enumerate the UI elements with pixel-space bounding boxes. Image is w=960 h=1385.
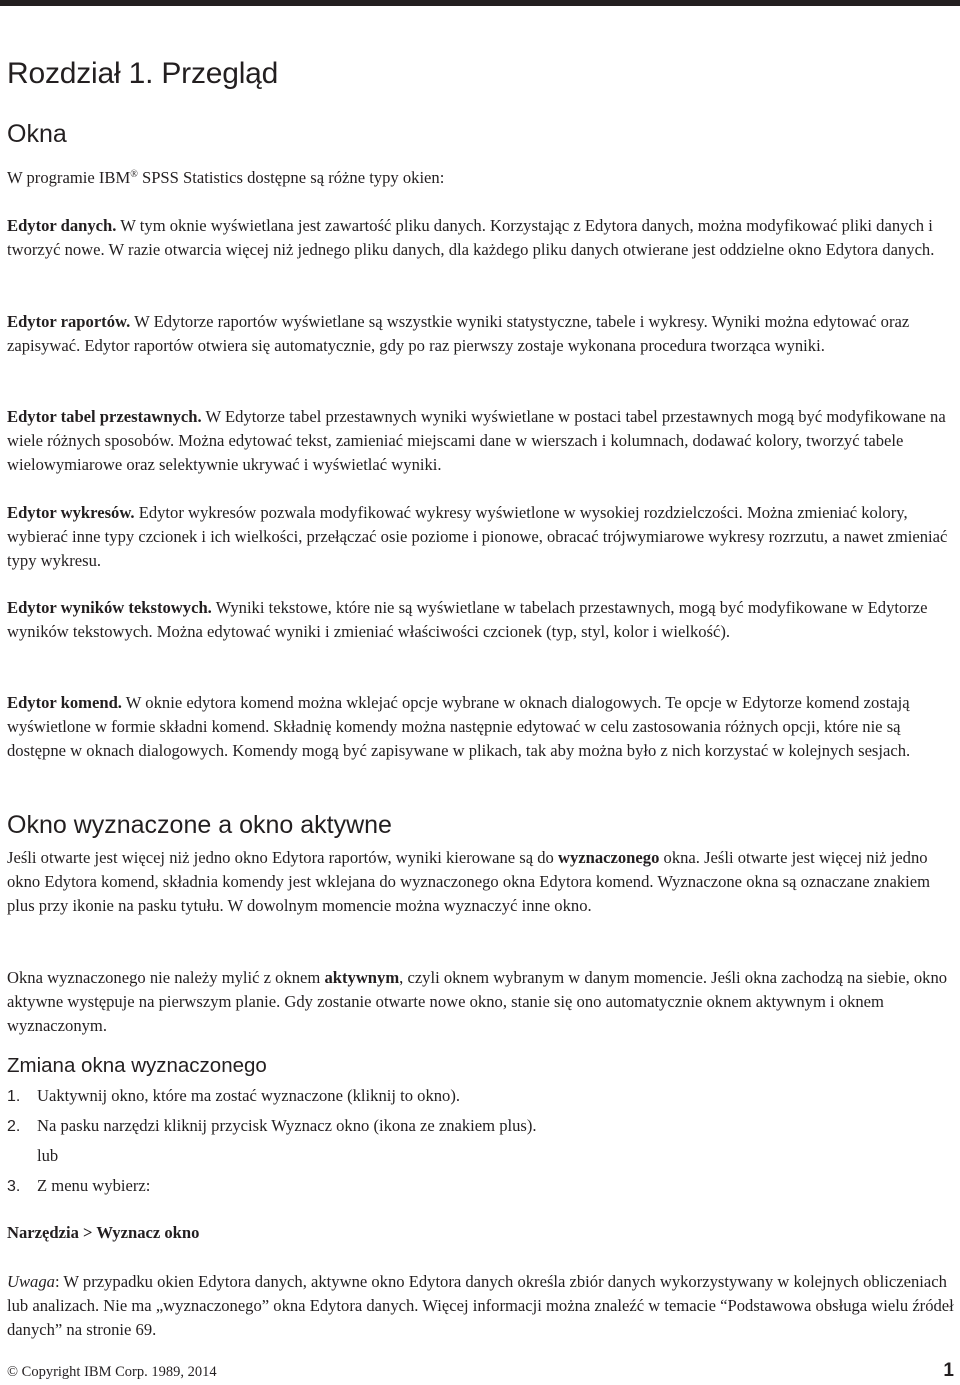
step-1-number: 1. xyxy=(7,1088,21,1105)
designated-bold: wyznaczonego xyxy=(557,848,660,867)
page-number: 1 xyxy=(943,1360,954,1381)
or-text: lub xyxy=(37,1146,59,1165)
desc-chart-editor: Edytor wykresów pozwala modyfikować wykresy wyświetlone w wysokiej rozdzielczości. Można zmieniać kolory, wybierać inne typy czcionek i ich wielkości, przełączać osie poziome i pionowe, obracać trójwymiarowe wykresy rozrzutu, a nawet zmieniać typy wykresu. xyxy=(7,503,948,570)
item-text-output-editor xyxy=(7,596,955,644)
step-3-text: Z menu wybierz: xyxy=(37,1176,151,1195)
active-text-a: Okna wyznaczonego nie należy mylić z oknem xyxy=(7,968,325,987)
term-syntax-editor: Edytor komend. xyxy=(7,693,122,712)
desc-data-editor: W tym oknie wyświetlana jest zawartość pliku danych. Korzystając z Edytora danych, można modyfikować pliki danych i tworzyć nowe. W razie otwarcia więcej niż jednego pliku danych, dla każdego pliku danych otwierane jest oddzielne okno Edytora danych. xyxy=(7,216,935,259)
note-paragraph xyxy=(7,1270,955,1342)
desc-pivot-editor: W Edytorze tabel przestawnych wyniki wyświetlane w postaci tabel przestawnych mogą być modyfikowane na wiele różnych sposobów. Można edytować tekst, zamieniać miejscami dane w wierszach i kolumnach, dodawać kolory, tworzyć tabele wielowymiarowe oraz selektywnie ukrywać i wyświetlać wyniki. xyxy=(7,407,946,474)
step-3-number: 3. xyxy=(7,1178,21,1195)
designated-text-b: okna. Jeśli otwarte jest więcej niż jedno okno Edytora komend, składnia komendy jest wklejana do wyznaczonego okna Edytora komend. Wyznaczone okna są oznaczane znakiem plus przy ikonie na pasku tytułu. W dowolnym momencie można wyznaczyć inne okno. xyxy=(7,848,931,915)
item-pivot-editor xyxy=(7,405,955,477)
registered-mark: ® xyxy=(130,169,138,180)
step-1-text: Uaktywnij okno, które ma zostać wyznaczone (kliknij to okno). xyxy=(37,1086,461,1105)
intro-text-b: SPSS Statistics dostępne są różne typy okien: xyxy=(137,168,445,187)
subsection-heading-change: Zmiana okna wyznaczonego xyxy=(7,1054,267,1077)
step-3 xyxy=(7,1174,955,1199)
menu-path-text: Narzędzia > Wyznacz okno xyxy=(7,1223,200,1242)
note-text: : W przypadku okien Edytora danych, aktywne okno Edytora danych określa zbiór danych wykorzystywany w kolejnych obliczeniach lub analizach. Nie ma „wyznaczonego” okna Edytora danych. Więcej informacji można znaleźć w temacie “Podstawowa obsługa wielu źródeł danych” na stronie 69. xyxy=(7,1272,954,1339)
designated-paragraph-1 xyxy=(7,846,955,918)
item-chart-editor xyxy=(7,501,955,573)
item-data-editor xyxy=(7,214,955,262)
term-pivot-editor: Edytor tabel przestawnych. xyxy=(7,407,202,426)
step-2 xyxy=(7,1114,955,1139)
menu-path xyxy=(7,1221,955,1245)
step-2-text: Na pasku narzędzi kliknij przycisk Wyznacz okno (ikona ze znakiem plus). xyxy=(37,1116,537,1135)
designated-text-a: Jeśli otwarte jest więcej niż jedno okno Edytora raportów, wyniki kierowane są do xyxy=(7,848,558,867)
top-rule xyxy=(0,0,960,6)
step-1 xyxy=(7,1084,955,1109)
term-text-output-editor: Edytor wyników tekstowych. xyxy=(7,598,212,617)
term-chart-editor: Edytor wykresów. xyxy=(7,503,135,522)
item-syntax-editor xyxy=(7,691,955,763)
footer-copyright: © Copyright IBM Corp. 1989, 2014 xyxy=(7,1364,217,1380)
item-report-editor xyxy=(7,310,955,358)
chapter-title: Rozdział 1. Przegląd xyxy=(7,57,279,90)
desc-text-output-editor: Wyniki tekstowe, które nie są wyświetlane w tabelach przestawnych, mogą być modyfikowane w Edytorze wyników tekstowych. Można edytować wyniki i zmieniać właściwości czcionek (typ, styl, kolor i wielkość). xyxy=(7,598,928,641)
step-2-number: 2. xyxy=(7,1118,21,1135)
desc-report-editor: W Edytorze raportów wyświetlane są wszystkie wyniki statystyczne, tabele i wykresy. Wyniki można edytować oraz zapisywać. Edytor raportów otwiera się automatycznie, gdy po raz pierwszy zostaje wykonana procedura tworząca wyniki. xyxy=(7,312,910,355)
desc-syntax-editor: W oknie edytora komend można wklejać opcje wybrane w oknach dialogowych. Te opcje w Edytorze komend zostają wyświetlone w formie składni komend. Składnię komendy można następnie edytować w celu zastosowania różnych opcji, które nie są dostępne w oknach dialogowych. Komendy mogą być zapisywane w plikach, tak aby można było z nich korzystać w kolejnych sesjach. xyxy=(7,693,911,760)
section-heading-windows: Okna xyxy=(7,120,67,148)
section-heading-designated: Okno wyznaczone a okno aktywne xyxy=(7,811,392,839)
active-bold: aktywnym xyxy=(324,968,400,987)
designated-paragraph-2 xyxy=(7,966,955,1038)
term-data-editor: Edytor danych. xyxy=(7,216,117,235)
intro-paragraph xyxy=(7,166,955,190)
active-text-b: , czyli oknem wybranym w danym momencie. Jeśli okna zachodzą na siebie, okno aktywne występuje na pierwszym planie. Gdy zostanie otwarte nowe okno, stanie się ono automatycznie oknem aktywnym i oknem wyznaczonym. xyxy=(7,968,948,1035)
note-label: Uwaga xyxy=(7,1272,55,1291)
intro-text-a: W programie IBM xyxy=(7,168,131,187)
term-report-editor: Edytor raportów. xyxy=(7,312,131,331)
